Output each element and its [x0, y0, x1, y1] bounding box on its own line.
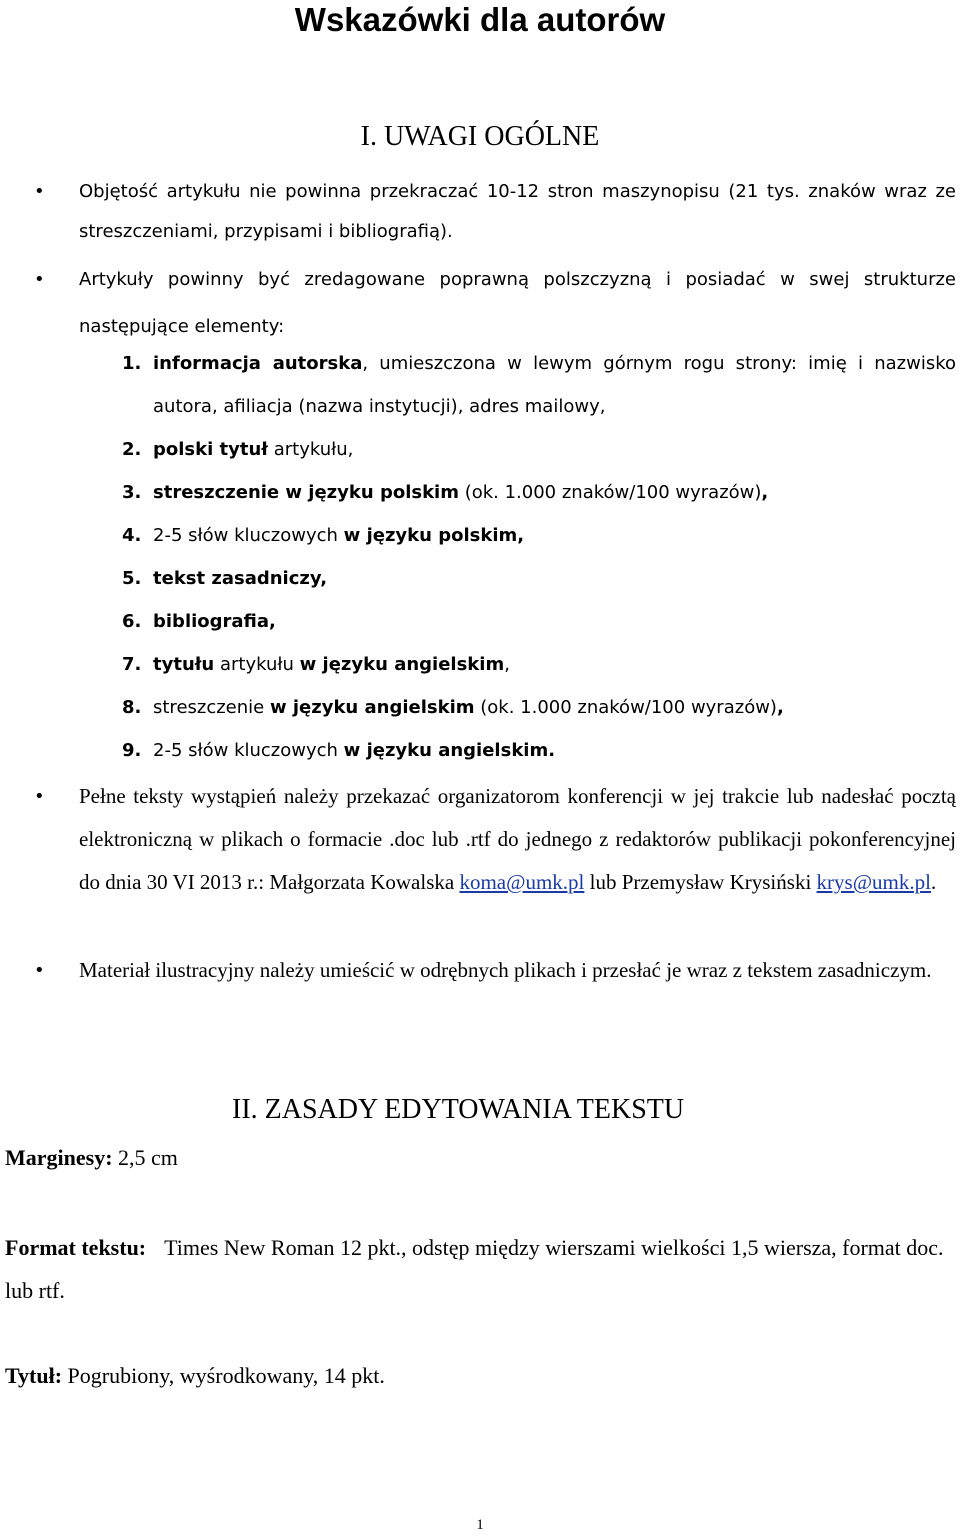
list-text: streszczenie: [153, 697, 270, 718]
list-bold-text: w języku polskim,: [343, 525, 525, 546]
list-text: 2-5 słów kluczowych: [153, 525, 344, 546]
list-text: (ok. 1.000 znaków/100 wyrazów): [474, 697, 777, 718]
list-bold-text: w języku angielskim: [269, 697, 475, 718]
list-text: , umieszczona w lewym górnym rogu strony: imię i nazwisko autora, afiliacja (nazwa instytucji), adres mailowy,: [153, 353, 956, 417]
list-bold-text: streszczenie w języku polskim: [153, 482, 459, 503]
submission-text: Pełne teksty wystąpień należy przekazać organizatorom konferencji w jej trakcie lub nadesłać pocztą elektroniczną w plikach o formacie .doc lub .rtf do jednego z redaktorów publikacji pokonferencyjnej do dnia 30 VI 2013 r.: Małgorzata Kowalska: [79, 784, 956, 894]
list-bold-text: w języku angielskim: [299, 654, 505, 675]
title-label: Tytuł:: [5, 1363, 63, 1388]
section-heading-editing: II. ZASADY EDYTOWANIA TEKSTU: [232, 1094, 685, 1125]
list-tail: ,: [776, 697, 784, 718]
format-rule: [5, 1226, 955, 1312]
bullet-illustrations: • Materiał ilustracyjny należy umieścić w odrębnych plikach i przesłać je wraz z tekstem zasadniczym.: [79, 949, 956, 992]
list-number: 9.: [122, 740, 142, 761]
list-number: 3.: [122, 482, 142, 503]
list-number: 1.: [122, 353, 142, 374]
margins-label: Marginesy:: [5, 1145, 113, 1170]
structure-list: [122, 342, 956, 772]
list-item: [122, 686, 956, 729]
list-bold-text: polski tytuł: [153, 439, 268, 460]
list-bold-text: tekst zasadniczy,: [153, 568, 328, 589]
submission-text-between: lub Przemysław Krysiński: [584, 870, 817, 894]
list-bold-text: tytułu: [153, 654, 215, 675]
list-item: [122, 643, 956, 686]
section-heading-general: I. UWAGI OGÓLNE: [360, 121, 600, 152]
format-value: Times New Roman 12 pkt., odstęp między wierszami wielkości 1,5 wiersza, format doc. lub rtf.: [5, 1235, 944, 1303]
list-bold-text: bibliografia,: [153, 611, 276, 632]
margins-rule: [5, 1142, 178, 1174]
list-item: [122, 557, 956, 600]
list-bold-text: w języku angielskim.: [343, 740, 556, 761]
list-tail: ,: [761, 482, 769, 503]
list-text: artykułu: [214, 654, 300, 675]
email-link-kowalska[interactable]: koma@umk.pl: [459, 870, 585, 894]
list-text: ,: [504, 654, 510, 675]
list-item: [122, 514, 956, 557]
page-number: 1: [476, 1517, 484, 1533]
list-number: 2.: [122, 439, 142, 460]
title-value: Pogrubiony, wyśrodkowany, 14 pkt.: [62, 1363, 385, 1388]
email-link-krysinski[interactable]: krys@umk.pl: [816, 870, 931, 894]
list-text: (ok. 1.000 znaków/100 wyrazów): [458, 482, 762, 503]
list-number: 6.: [122, 611, 142, 632]
list-text: artykułu,: [267, 439, 354, 460]
format-label: Format tekstu:: [5, 1235, 147, 1260]
list-item: [122, 600, 956, 643]
list-bold-text: informacja autorska: [153, 353, 363, 374]
title-rule: [5, 1360, 385, 1392]
list-item: [122, 428, 956, 471]
list-number: 7.: [122, 654, 142, 675]
bullet-submission: [79, 775, 956, 904]
bullet-article-structure: • Artykuły powinny być zredagowane poprawną polszczyzną i posiadać w swej strukturze następujące elementy:: [79, 256, 956, 350]
list-item: [122, 471, 956, 514]
list-item: [122, 342, 956, 428]
list-number: 4.: [122, 525, 142, 546]
list-number: 8.: [122, 697, 142, 718]
submission-text-end: .: [930, 870, 937, 894]
list-item: [122, 729, 956, 772]
document-title: Wskazówki dla autorów: [294, 1, 666, 38]
list-text: 2-5 słów kluczowych: [153, 740, 344, 761]
bullet-article-length: • Objętość artykułu nie powinna przekraczać 10-12 stron maszynopisu (21 tys. znaków wraz ze streszczeniami, przypisami i bibliografią).: [79, 172, 956, 252]
list-number: 5.: [122, 568, 142, 589]
margins-value: 2,5 cm: [112, 1145, 178, 1170]
